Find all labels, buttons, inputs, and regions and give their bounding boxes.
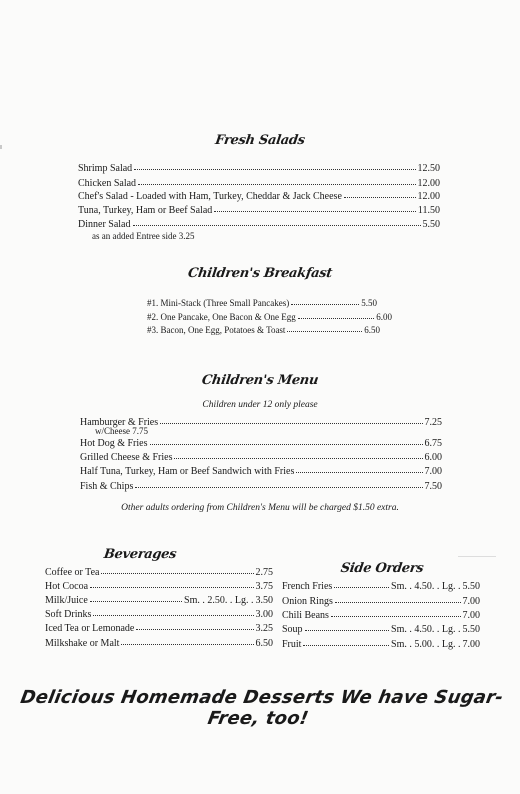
menu-item: [45, 594, 273, 607]
menu-item: [80, 451, 442, 464]
item-price: 7.00: [462, 610, 480, 621]
item-name: #3. Bacon, One Egg, Potatoes & Toast: [147, 325, 286, 335]
size-options: Sm. . 4.50. . Lg. .: [391, 581, 461, 592]
scan-speck: [458, 556, 496, 557]
item-price: 7.00: [424, 466, 442, 477]
dot-leader: [214, 203, 416, 212]
dot-leader: [298, 310, 375, 319]
dot-leader: [305, 622, 389, 631]
menu-item: [45, 622, 273, 635]
item-name: Hot Cocoa: [45, 581, 89, 592]
item-name: Fish & Chips: [80, 481, 134, 492]
item-price: 6.50: [364, 325, 380, 335]
dinner-salad-note: as an added Entree side 3.25: [92, 231, 195, 241]
menu-item: [282, 638, 480, 651]
item-name: Chicken Salad: [78, 178, 137, 189]
menu-item: [78, 204, 440, 217]
childrens-menu-footnote: Other adults ordering from Children's Menu will be charged $1.50 extra.: [121, 503, 399, 513]
item-name: Dinner Salad: [78, 219, 131, 230]
dot-leader: [138, 176, 415, 185]
menu-item: [282, 609, 480, 622]
item-name: Hamburger & Fries: [80, 417, 159, 428]
dot-leader: [287, 323, 362, 332]
item-price: 3.25: [255, 623, 273, 634]
item-name: Grilled Cheese & Fries: [80, 452, 173, 463]
item-price: 7.00: [462, 639, 480, 650]
item-name: Iced Tea or Lemonade: [45, 623, 135, 634]
item-price: 7.50: [424, 481, 442, 492]
dot-leader: [291, 296, 359, 305]
item-price: 6.50: [255, 638, 273, 649]
dot-leader: [90, 593, 182, 602]
item-name: Milkshake or Malt: [45, 638, 120, 649]
beverages-heading: Beverages: [102, 547, 178, 562]
item-price: 6.75: [424, 438, 442, 449]
menu-item: [147, 324, 380, 336]
desserts-footer: Delicious Homemade Desserts We have Sugar-Free, too!: [18, 687, 505, 729]
item-name: Coffee or Tea: [45, 567, 100, 578]
item-name: Soft Drinks: [45, 609, 92, 620]
menu-item: [45, 566, 273, 579]
menu-item: [282, 595, 480, 608]
item-price: 7.00: [462, 596, 480, 607]
item-name: Chili Beans: [282, 610, 329, 621]
dot-leader: [133, 217, 421, 226]
dot-leader: [335, 594, 461, 603]
menu-item: [78, 162, 440, 175]
menu-item: [78, 218, 440, 231]
dot-leader: [134, 161, 415, 170]
dot-leader: [93, 607, 253, 616]
dot-leader: [101, 565, 253, 574]
item-name: Tuna, Turkey, Ham or Beef Salad: [78, 205, 213, 216]
dot-leader: [334, 579, 389, 588]
item-name: Hot Dog & Fries: [80, 438, 148, 449]
item-price: 5.50: [462, 624, 480, 635]
item-price: 3.75: [255, 581, 273, 592]
menu-item: [45, 637, 273, 650]
dot-leader: [174, 450, 422, 459]
menu-item: [80, 480, 442, 493]
menu-item: [147, 297, 377, 309]
item-price: 5.50: [361, 298, 377, 308]
childrens-menu-subheading: Children under 12 only please: [202, 400, 318, 410]
dot-leader: [303, 637, 389, 646]
item-name: Soup: [282, 624, 303, 635]
menu-item: [282, 580, 480, 593]
item-price: 6.00: [376, 312, 392, 322]
menu-item: [45, 580, 273, 593]
item-name: #2. One Pancake, One Bacon & One Egg: [147, 312, 296, 322]
item-name: #1. Mini-Stack (Three Small Pancakes): [147, 298, 290, 308]
size-options: Sm. . 5.00. . Lg. .: [391, 639, 461, 650]
menu-item: [80, 465, 442, 478]
item-name: Fruit: [282, 639, 302, 650]
menu-item: [45, 608, 273, 621]
childrens-menu-heading: Children's Menu: [200, 373, 320, 388]
size-options: Sm. . 4.50. . Lg. .: [391, 624, 461, 635]
item-price: 7.25: [424, 417, 442, 428]
dot-leader: [296, 464, 422, 473]
item-name: French Fries: [282, 581, 333, 592]
dot-leader: [90, 579, 253, 588]
dot-leader: [135, 479, 422, 488]
menu-item: [282, 623, 480, 636]
item-price: 12.00: [417, 178, 440, 189]
childrens-breakfast-heading: Children's Breakfast: [186, 266, 334, 281]
menu-item: [78, 190, 440, 203]
menu-item: [80, 437, 442, 450]
item-price: 11.50: [417, 205, 440, 216]
item-name: Milk/Juice: [45, 595, 88, 606]
item-price: 6.00: [424, 452, 442, 463]
dot-leader: [136, 621, 253, 630]
item-name: Shrimp Salad: [78, 163, 133, 174]
item-name: Half Tuna, Turkey, Ham or Beef Sandwich with Fries: [80, 466, 295, 477]
item-price: 5.50: [462, 581, 480, 592]
size-options: Sm. . 2.50. . Lg. .: [184, 595, 254, 606]
cheese-option-note: w/Cheese 7.75: [95, 426, 148, 436]
dot-leader: [331, 608, 461, 617]
side-orders-heading: Side Orders: [339, 561, 425, 576]
item-name: Chef's Salad - Loaded with Ham, Turkey, Cheddar & Jack Cheese: [78, 191, 342, 202]
fresh-salads-heading: Fresh Salads: [214, 133, 306, 148]
dot-leader: [344, 189, 416, 198]
item-price: 2.75: [255, 567, 273, 578]
dot-leader: [121, 636, 253, 645]
dot-leader: [150, 436, 423, 445]
item-price: 5.50: [422, 219, 440, 230]
item-price: 12.00: [417, 191, 440, 202]
item-price: 3.00: [255, 609, 273, 620]
scan-speck: [0, 145, 2, 149]
item-price: 12.50: [417, 163, 440, 174]
menu-item: [147, 311, 392, 323]
item-name: Onion Rings: [282, 596, 333, 607]
dot-leader: [160, 415, 422, 424]
item-price: 3.50: [255, 595, 273, 606]
